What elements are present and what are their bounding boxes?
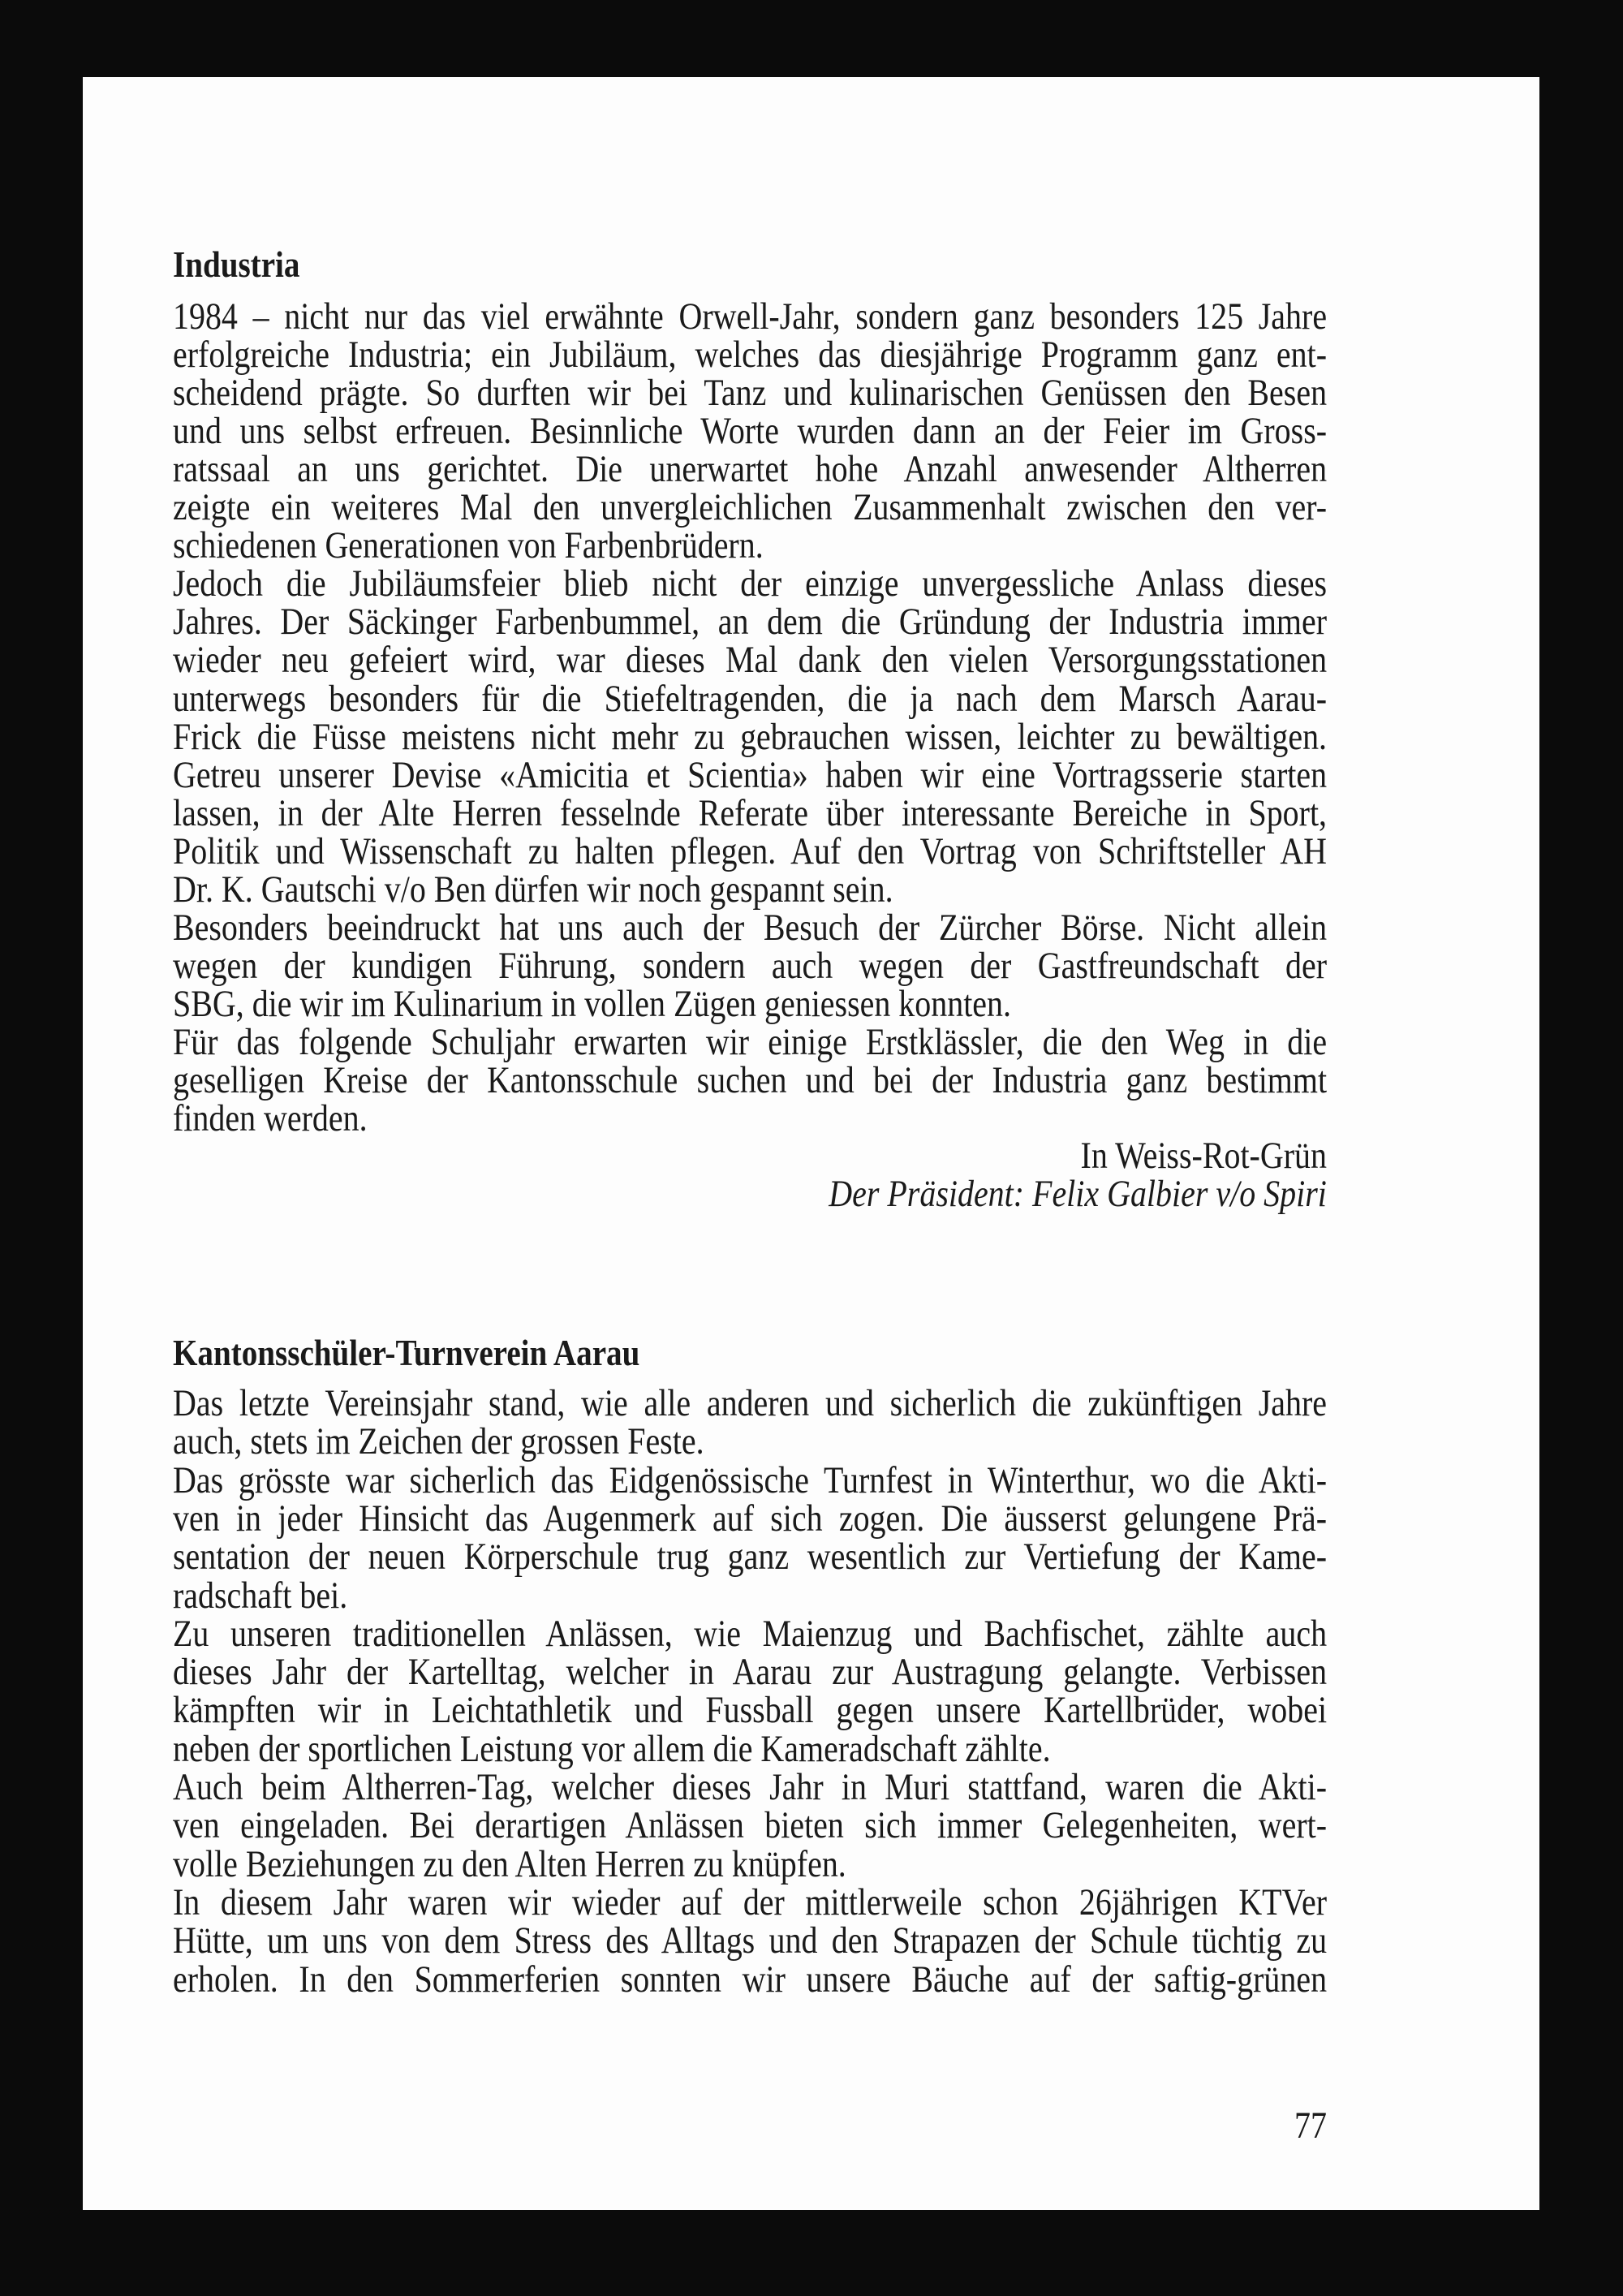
text-line: Hütte, um uns von dem Stress des Alltags und den Strapazen der Schule tüchtig zu [173, 1919, 1328, 1962]
text-line: lassen, in der Alte Herren fesselnde Referate über interessante Bereiche in Sport, [173, 791, 1328, 834]
text-line: Frick die Füsse meistens nicht mehr zu gebrauchen wissen, leichter zu bewältigen. [173, 715, 1328, 758]
text-line: Jedoch die Jubiläumsfeier blieb nicht der einzige unvergessliche Anlass dieses [173, 562, 1328, 605]
text-line: ratssaal an uns gerichtet. Die unerwartet hohe Anzahl anwesender Altherren [173, 448, 1328, 491]
text-line: Das letzte Vereinsjahr stand, wie alle anderen und sicherlich die zukünftigen Jahre [173, 1382, 1328, 1424]
text-line: Das grösste war sicherlich das Eidgenössische Turnfest in Winterthur, wo die Akti- [173, 1458, 1328, 1501]
text-line: Jahres. Der Säckinger Farbenbummel, an dem die Gründung der Industria immer [173, 601, 1328, 644]
text-line: sentation der neuen Körperschule trug ganz wesentlich zur Vertiefung der Kame- [173, 1536, 1328, 1579]
text-line: volle Beziehungen zu den Alten Herren zu knüpfen. [173, 1842, 846, 1885]
text-line: erfolgreiche Industria; ein Jubiläum, welches das diesjährige Programm ganz ent- [173, 334, 1328, 377]
text-line: wegen der kundigen Führung, sondern auch wegen der Gastfreundschaft der [173, 944, 1328, 987]
text-line: radschaft bei. [173, 1574, 348, 1617]
signature: Der Präsident: Felix Galbier v/o Spiri [829, 1173, 1327, 1215]
text-line: ven in jeder Hinsicht das Augenmerk auf sich zogen. Die äusserst gelungene Prä- [173, 1497, 1328, 1540]
section-heading: Industria [173, 243, 300, 285]
text-line: Politik und Wissenschaft zu halten pflegen. Auf den Vortrag von Schriftsteller AH [173, 829, 1328, 872]
text-line: finden werden. [173, 1097, 368, 1140]
text-line: unterwegs besonders für die Stiefeltragenden, die ja nach dem Marsch Aarau- [173, 677, 1328, 720]
section-heading: Kantonsschüler-Turnverein Aarau [173, 1332, 640, 1373]
text-line: In diesem Jahr waren wir wieder auf der mittlerweile schon 26jährigen KTVer [173, 1880, 1328, 1923]
text-line: Getreu unserer Devise «Amicitia et Scientia» haben wir eine Vortragsserie starten [173, 753, 1328, 796]
text-line: schiedenen Generationen von Farbenbrüdern. [173, 524, 764, 567]
text-line: neben der sportlichen Leistung vor allem die Kameradschaft zählte. [173, 1727, 1051, 1770]
text-line: Dr. K. Gautschi v/o Ben dürfen wir noch gespannt sein. [173, 868, 893, 911]
text-line: Besonders beeindruckt hat uns auch der Besuch der Zürcher Börse. Nicht allein [173, 906, 1328, 949]
text-line: und uns selbst erfreuen. Besinnliche Worte wurden dann an der Feier im Gross- [173, 410, 1328, 453]
text-line: kämpften wir in Leichtathletik und Fussball gegen unsere Kartellbrüder, wobei [173, 1689, 1328, 1732]
document-page [83, 77, 1539, 2210]
text-line: dieses Jahr der Kartelltag, welcher in Aarau zur Austragung gelangte. Verbissen [173, 1651, 1328, 1694]
text-line: Für das folgende Schuljahr erwarten wir einige Erstklässler, die den Weg in die [173, 1020, 1328, 1063]
text-line: geselligen Kreise der Kantonsschule suchen und bei der Industria ganz bestimmt [173, 1059, 1328, 1101]
closing-greeting: In Weiss-Rot-Grün [1080, 1135, 1327, 1177]
text-line: scheidend prägte. So durften wir bei Tanz und kulinarischen Genüssen den Besen [173, 372, 1328, 415]
text-line: SBG, die wir im Kulinarium in vollen Zügen geniessen konnten. [173, 982, 1012, 1025]
page-number: 77 [1294, 2104, 1327, 2147]
text-line: erholen. In den Sommerferien sonnten wir unsere Bäuche auf der saftig-grünen [173, 1958, 1328, 2001]
text-line: 1984 – nicht nur das viel erwähnte Orwell-Jahr, sondern ganz besonders 125 Jahre [173, 295, 1328, 338]
text-line: Zu unseren traditionellen Anlässen, wie Maienzug und Bachfischet, zählte auch [173, 1612, 1328, 1655]
text-line: Auch beim Altherren-Tag, welcher dieses Jahr in Muri stattfand, waren die Akti- [173, 1766, 1328, 1808]
text-line: wieder neu gefeiert wird, war dieses Mal dank den vielen Versorgungsstationen [173, 639, 1328, 682]
text-line: zeigte ein weiteres Mal den unvergleichlichen Zusammenhalt zwischen den ver- [173, 486, 1328, 529]
text-line: auch, stets im Zeichen der grossen Feste. [173, 1420, 704, 1463]
text-line: ven eingeladen. Bei derartigen Anlässen bieten sich immer Gelegenheiten, wert- [173, 1804, 1328, 1847]
